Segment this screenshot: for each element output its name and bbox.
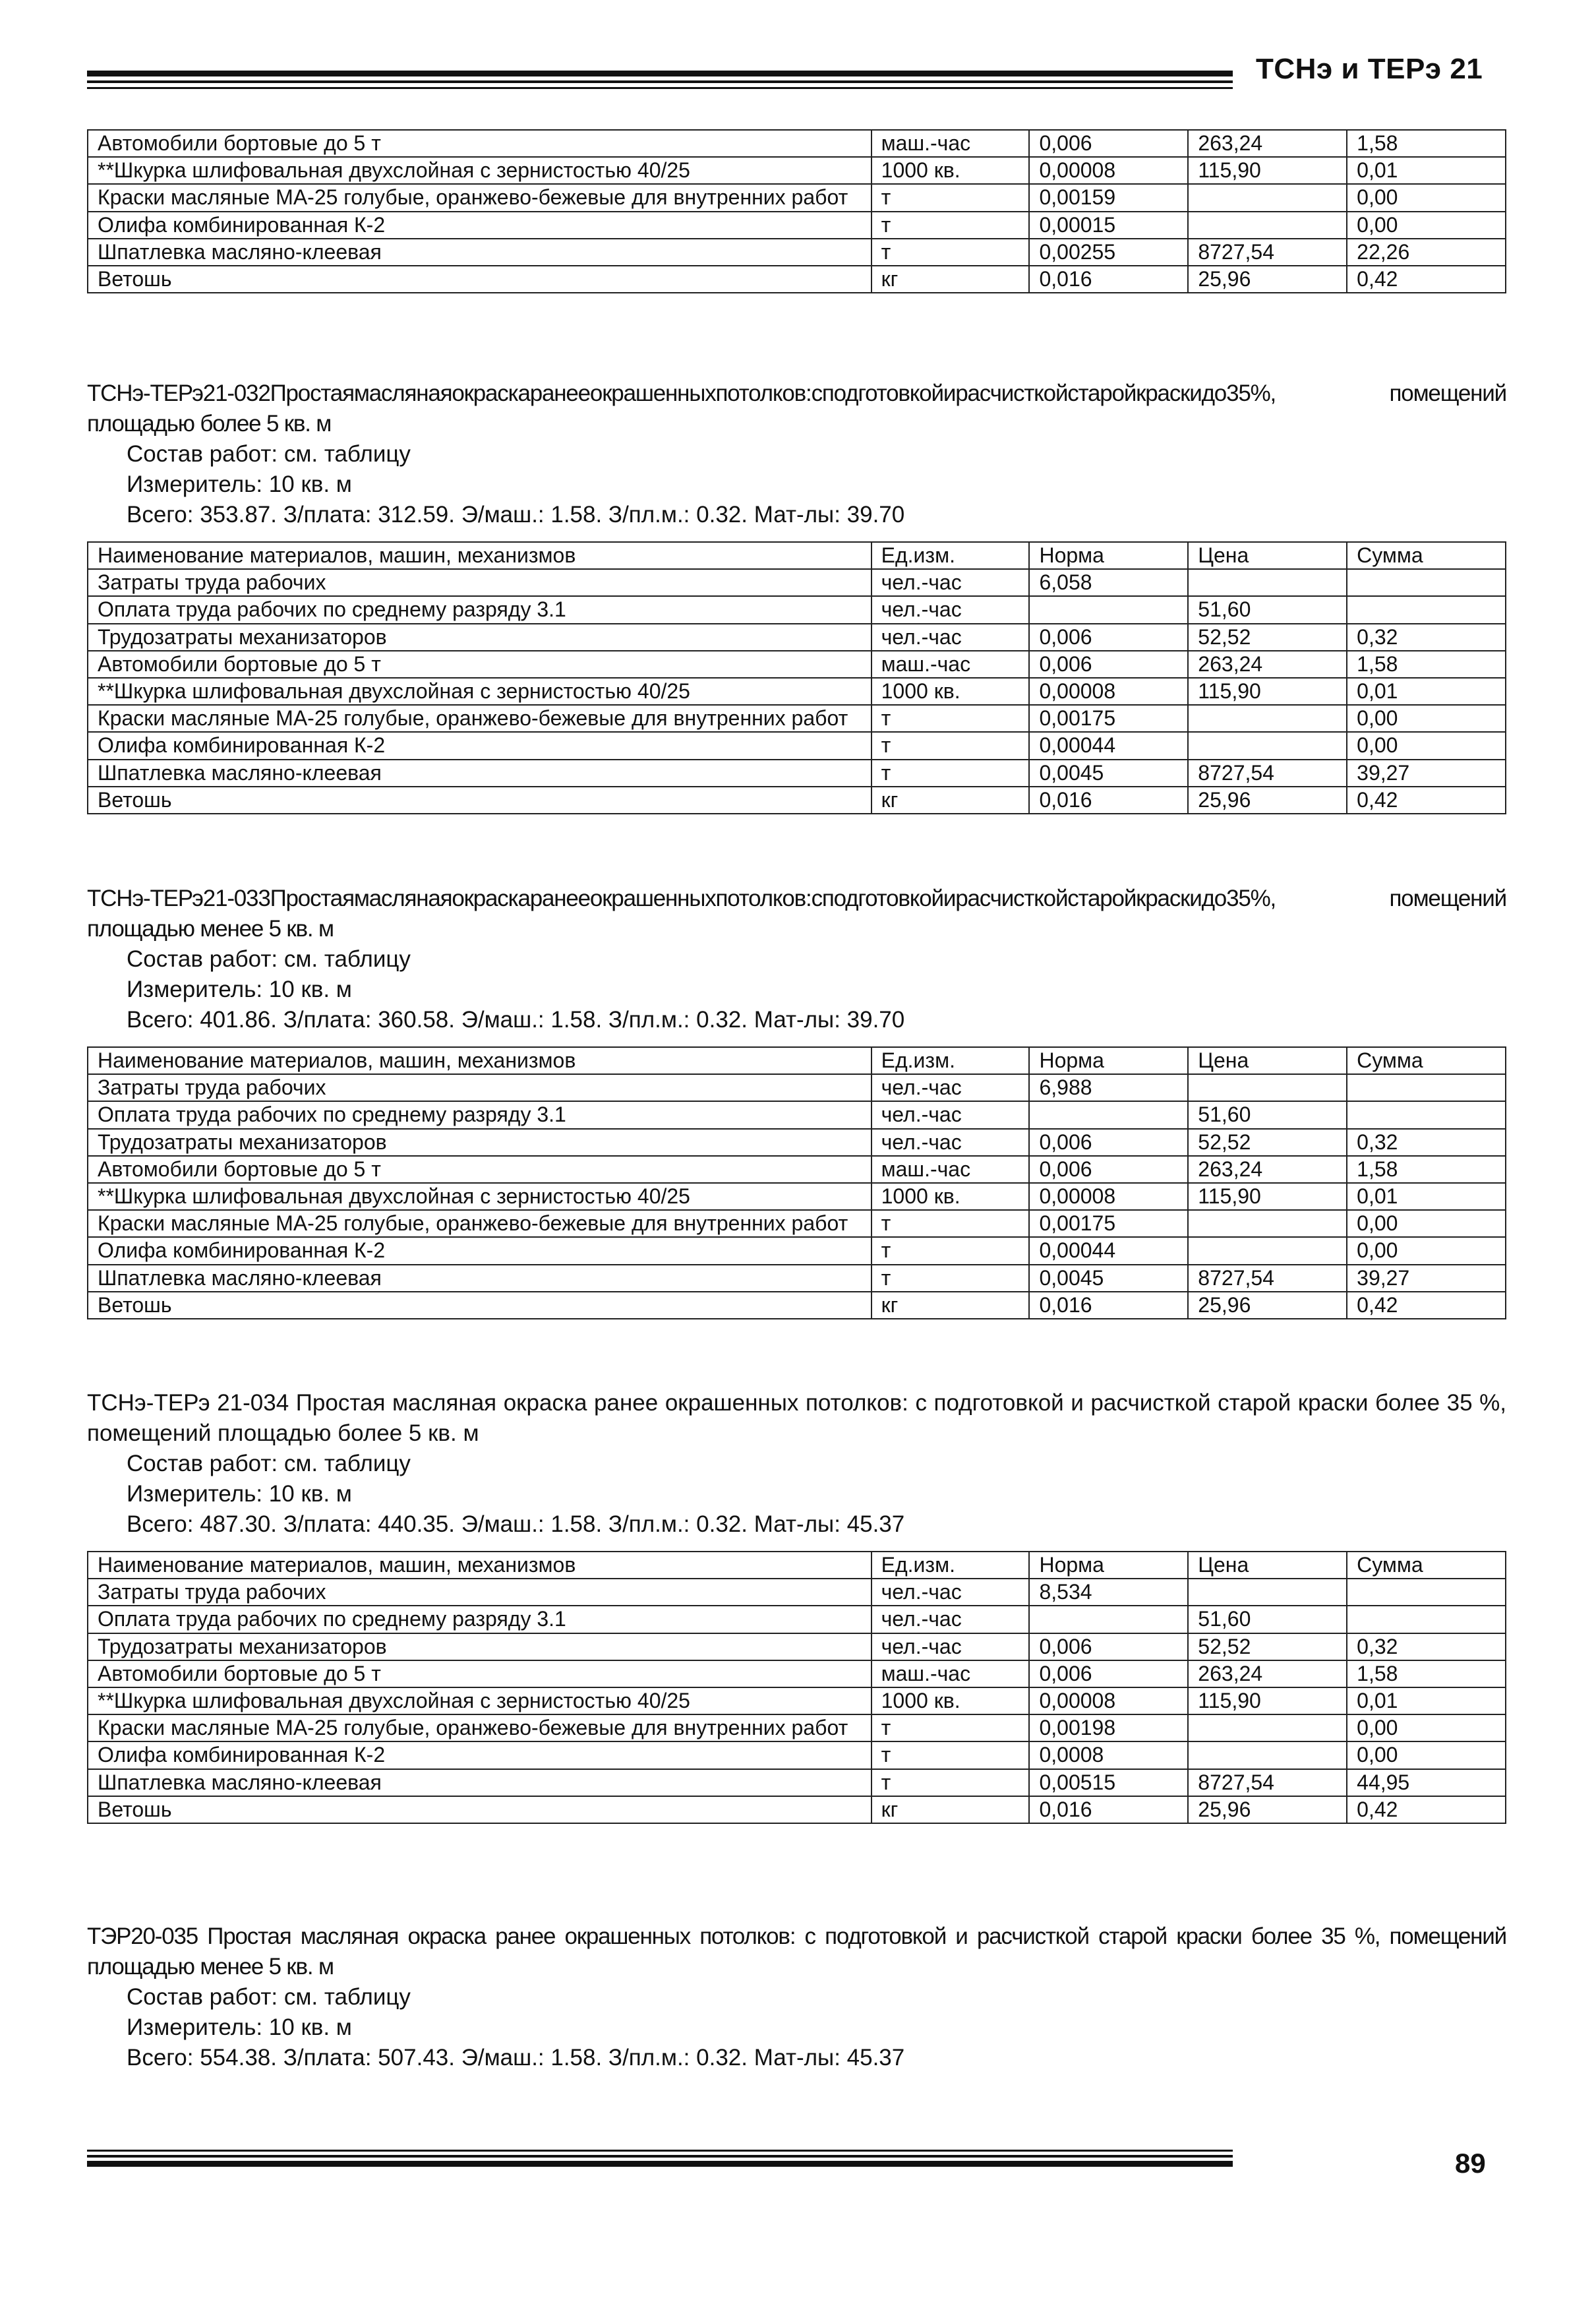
norm-value (1029, 1606, 1188, 1633)
sum-value: 0,00 (1347, 705, 1506, 732)
norm-value: 0,00198 (1029, 1714, 1188, 1741)
price-value: 8727,54 (1188, 1265, 1347, 1292)
table-row (88, 1660, 1506, 1687)
section-totals: Всего: 487.30. З/плата: 440.35. Э/маш.: 1.58. З/пл.м.: 0.32. Мат-лы: 45.37 (127, 1511, 905, 1537)
column-header: Ед.изм. (872, 1552, 1030, 1579)
norm-value: 0,006 (1029, 1129, 1188, 1156)
resource-name: Оплата труда рабочих по среднему разряду 3.1 (88, 1606, 872, 1633)
norm-value: 6,058 (1029, 569, 1188, 596)
norm-value: 0,006 (1029, 1660, 1188, 1687)
resource-name: Оплата труда рабочих по среднему разряду 3.1 (88, 1101, 872, 1128)
table-row (88, 1129, 1506, 1156)
continuation-table (87, 129, 1506, 293)
section-totals: Всего: 401.86. З/плата: 360.58. Э/маш.: 1.58. З/пл.м.: 0.32. Мат-лы: 39.70 (127, 1007, 905, 1033)
work-composition: Состав работ: см. таблицу (127, 1451, 411, 1476)
unit: маш.-час (872, 1156, 1030, 1183)
resource-name: **Шкурка шлифовальная двухслойная с зернистостью 40/25 (88, 678, 872, 705)
column-header: Наименование материалов, машин, механизмов (88, 542, 872, 569)
resource-name: Шпатлевка масляно-клеевая (88, 1769, 872, 1796)
table-row (88, 787, 1506, 814)
norm-value: 0,006 (1029, 651, 1188, 678)
table-row (88, 1606, 1506, 1633)
measurement-unit: Измеритель: 10 кв. м (127, 1481, 352, 1507)
norm-value: 0,016 (1029, 1796, 1188, 1823)
resource-name: Ветошь (88, 266, 872, 293)
unit: 1000 кв. (872, 1687, 1030, 1714)
unit: т (872, 184, 1030, 211)
table-row (88, 1156, 1506, 1183)
price-value: 52,52 (1188, 1129, 1347, 1156)
norm-value (1029, 596, 1188, 623)
column-header: Норма (1029, 1047, 1188, 1074)
resource-name: Затраты труда рабочих (88, 1579, 872, 1606)
price-value: 51,60 (1188, 596, 1347, 623)
resource-name: Автомобили бортовые до 5 т (88, 651, 872, 678)
unit: т (872, 1769, 1030, 1796)
page-number: 89 (1455, 2148, 1486, 2179)
column-header: Наименование материалов, машин, механизмов (88, 1047, 872, 1074)
norm-value: 0,0045 (1029, 1265, 1188, 1292)
resource-name: Ветошь (88, 1796, 872, 1823)
table-row (88, 1183, 1506, 1210)
norm-value: 0,006 (1029, 624, 1188, 651)
price-value (1188, 1579, 1347, 1606)
column-header: Ед.изм. (872, 542, 1030, 569)
unit: т (872, 239, 1030, 266)
table-row (88, 1687, 1506, 1714)
price-value: 25,96 (1188, 1292, 1347, 1319)
unit: кг (872, 266, 1030, 293)
table-row (88, 596, 1506, 623)
resource-name: Трудозатраты механизаторов (88, 1633, 872, 1660)
norm-value: 0,00015 (1029, 212, 1188, 239)
sum-value: 0,42 (1347, 266, 1506, 293)
sum-value: 44,95 (1347, 1769, 1506, 1796)
sum-value: 0,42 (1347, 1292, 1506, 1319)
table-row (88, 1101, 1506, 1128)
price-value (1188, 1741, 1347, 1769)
price-value: 25,96 (1188, 787, 1347, 814)
resource-name: Краски масляные МА-25 голубые, оранжево-бежевые для внутренних работ (88, 1714, 872, 1741)
sum-value: 1,58 (1347, 130, 1506, 157)
norm-value (1029, 1101, 1188, 1128)
unit: 1000 кв. (872, 157, 1030, 184)
price-value (1188, 732, 1347, 759)
norm-value: 0,00044 (1029, 1237, 1188, 1264)
sum-value: 1,58 (1347, 1156, 1506, 1183)
norm-value: 0,006 (1029, 1633, 1188, 1660)
price-value: 51,60 (1188, 1101, 1347, 1128)
column-header: Цена (1188, 1552, 1347, 1579)
unit: чел.-час (872, 1129, 1030, 1156)
price-value: 52,52 (1188, 624, 1347, 651)
column-header: Норма (1029, 1552, 1188, 1579)
price-value: 52,52 (1188, 1633, 1347, 1660)
price-value: 115,90 (1188, 1183, 1347, 1210)
column-header: Ед.изм. (872, 1047, 1030, 1074)
price-value: 25,96 (1188, 266, 1347, 293)
footer-rule-thin (87, 2155, 1233, 2158)
unit: т (872, 1741, 1030, 1769)
sum-value: 0,32 (1347, 1633, 1506, 1660)
price-value: 115,90 (1188, 678, 1347, 705)
sum-value: 0,00 (1347, 184, 1506, 211)
resource-name: Краски масляные МА-25 голубые, оранжево-бежевые для внутренних работ (88, 705, 872, 732)
table-row (88, 1579, 1506, 1606)
resource-name: **Шкурка шлифовальная двухслойная с зернистостью 40/25 (88, 1687, 872, 1714)
sum-value (1347, 1579, 1506, 1606)
price-value: 25,96 (1188, 1796, 1347, 1823)
sum-value: 0,42 (1347, 1796, 1506, 1823)
column-header: Сумма (1347, 1552, 1506, 1579)
norm-value: 0,00159 (1029, 184, 1188, 211)
norm-value: 0,00515 (1029, 1769, 1188, 1796)
section-035 (87, 1921, 1506, 2073)
sum-value: 0,01 (1347, 157, 1506, 184)
resource-name: Трудозатраты механизаторов (88, 1129, 872, 1156)
resources-table-034 (87, 1551, 1506, 1824)
sum-value: 0,32 (1347, 624, 1506, 651)
sum-value: 0,00 (1347, 732, 1506, 759)
table-row (88, 1741, 1506, 1769)
column-header: Сумма (1347, 1047, 1506, 1074)
header-rule-thin (87, 80, 1233, 83)
price-value: 263,24 (1188, 1660, 1347, 1687)
unit: чел.-час (872, 569, 1030, 596)
section-title: ТЭР20-035 Простая масляная окраска ранее окрашенных потолков: с подготовкой и расчисткой старой краски более 35 %, помещений площадью менее 5 кв. м (87, 1923, 1506, 1980)
sum-value (1347, 1606, 1506, 1633)
resource-name: Олифа комбинированная К-2 (88, 1741, 872, 1769)
table-row (88, 1633, 1506, 1660)
resource-name: **Шкурка шлифовальная двухслойная с зернистостью 40/25 (88, 157, 872, 184)
sum-value: 0,01 (1347, 678, 1506, 705)
table-row (88, 1074, 1506, 1101)
section-totals: Всего: 554.38. З/плата: 507.43. Э/маш.: 1.58. З/пл.м.: 0.32. Мат-лы: 45.37 (127, 2045, 905, 2071)
norm-value: 0,00044 (1029, 732, 1188, 759)
sum-value: 22,26 (1347, 239, 1506, 266)
sum-value (1347, 1074, 1506, 1101)
sum-value: 39,27 (1347, 760, 1506, 787)
section-title: ТСНэ-ТЕРэ21-032Простаямаслянаяокраскаранееокрашенныхпотолков:сподготовкойирасчисткойстаройкраскидо35%, помещений площадью более 5 кв. м (87, 380, 1506, 437)
table-row (88, 1265, 1506, 1292)
table-header-row (88, 1047, 1506, 1074)
unit: т (872, 1714, 1030, 1741)
column-header: Наименование материалов, машин, механизмов (88, 1552, 872, 1579)
price-value (1188, 569, 1347, 596)
unit: кг (872, 787, 1030, 814)
unit: чел.-час (872, 624, 1030, 651)
price-value: 8727,54 (1188, 1769, 1347, 1796)
sum-value (1347, 569, 1506, 596)
unit: чел.-час (872, 1101, 1030, 1128)
table-row (88, 1292, 1506, 1319)
sum-value: 1,58 (1347, 651, 1506, 678)
table-row (88, 130, 1506, 157)
unit: маш.-час (872, 1660, 1030, 1687)
norm-value: 0,00008 (1029, 1687, 1188, 1714)
norm-value: 0,016 (1029, 266, 1188, 293)
resources-table-033 (87, 1046, 1506, 1319)
measurement-unit: Измеритель: 10 кв. м (127, 2014, 352, 2040)
price-value (1188, 212, 1347, 239)
norm-value: 0,00008 (1029, 157, 1188, 184)
unit: чел.-час (872, 1606, 1030, 1633)
price-value: 263,24 (1188, 1156, 1347, 1183)
section-034 (87, 1388, 1506, 1540)
table-row (88, 1237, 1506, 1264)
sum-value: 1,58 (1347, 1660, 1506, 1687)
table-row (88, 651, 1506, 678)
section-032 (87, 378, 1506, 530)
resource-name: Краски масляные МА-25 голубые, оранжево-бежевые для внутренних работ (88, 1210, 872, 1237)
table-row (88, 760, 1506, 787)
sum-value: 0,00 (1347, 1237, 1506, 1264)
price-value: 51,60 (1188, 1606, 1347, 1633)
unit: т (872, 1237, 1030, 1264)
resource-name: Олифа комбинированная К-2 (88, 1237, 872, 1264)
unit: 1000 кв. (872, 678, 1030, 705)
table-row (88, 184, 1506, 211)
unit: чел.-час (872, 596, 1030, 623)
sum-value: 0,01 (1347, 1183, 1506, 1210)
footer-rule-thick (87, 2161, 1233, 2167)
price-value (1188, 1237, 1347, 1264)
resource-name: Олифа комбинированная К-2 (88, 732, 872, 759)
table-row (88, 624, 1506, 651)
unit: чел.-час (872, 1633, 1030, 1660)
unit: т (872, 1210, 1030, 1237)
table-row (88, 239, 1506, 266)
price-value: 263,24 (1188, 130, 1347, 157)
sum-value: 0,00 (1347, 1714, 1506, 1741)
resource-name: Автомобили бортовые до 5 т (88, 1156, 872, 1183)
resources-table-032 (87, 541, 1506, 814)
resource-name: Краски масляные МА-25 голубые, оранжево-бежевые для внутренних работ (88, 184, 872, 211)
sum-value: 0,00 (1347, 212, 1506, 239)
resource-name: Олифа комбинированная К-2 (88, 212, 872, 239)
resource-name: **Шкурка шлифовальная двухслойная с зернистостью 40/25 (88, 1183, 872, 1210)
unit: т (872, 732, 1030, 759)
running-header-title: ТСНэ и ТЕРэ 21 (1256, 53, 1483, 85)
sum-value: 0,01 (1347, 1687, 1506, 1714)
norm-value: 0,016 (1029, 1292, 1188, 1319)
table-header-row (88, 1552, 1506, 1579)
table-row (88, 1769, 1506, 1796)
resource-name: Шпатлевка масляно-клеевая (88, 239, 872, 266)
norm-value: 0,006 (1029, 130, 1188, 157)
sum-value: 0,42 (1347, 787, 1506, 814)
norm-value: 0,00255 (1029, 239, 1188, 266)
price-value (1188, 1210, 1347, 1237)
price-value (1188, 705, 1347, 732)
resource-name: Ветошь (88, 1292, 872, 1319)
column-header: Сумма (1347, 542, 1506, 569)
sum-value: 0,00 (1347, 1741, 1506, 1769)
price-value (1188, 1714, 1347, 1741)
unit: т (872, 212, 1030, 239)
unit: т (872, 760, 1030, 787)
table-row (88, 1714, 1506, 1741)
norm-value: 0,0045 (1029, 760, 1188, 787)
header-rule-thin (87, 87, 1233, 89)
price-value: 263,24 (1188, 651, 1347, 678)
column-header: Цена (1188, 1047, 1347, 1074)
price-value: 8727,54 (1188, 239, 1347, 266)
resource-name: Ветошь (88, 787, 872, 814)
sum-value (1347, 1101, 1506, 1128)
section-title: ТСНэ-ТЕРэ21-033Простаямаслянаяокраскаранееокрашенныхпотолков:сподготовкойирасчисткойстаройкраскидо35%, помещений площадью менее 5 кв. м (87, 886, 1506, 942)
price-value: 8727,54 (1188, 760, 1347, 787)
resource-name: Автомобили бортовые до 5 т (88, 1660, 872, 1687)
norm-value: 6,988 (1029, 1074, 1188, 1101)
unit: т (872, 705, 1030, 732)
price-value (1188, 1074, 1347, 1101)
norm-value: 0,00175 (1029, 705, 1188, 732)
resource-name: Оплата труда рабочих по среднему разряду 3.1 (88, 596, 872, 623)
section-033 (87, 884, 1506, 1035)
section-totals: Всего: 353.87. З/плата: 312.59. Э/маш.: 1.58. З/пл.м.: 0.32. Мат-лы: 39.70 (127, 502, 905, 528)
work-composition: Состав работ: см. таблицу (127, 441, 411, 467)
resource-name: Шпатлевка масляно-клеевая (88, 1265, 872, 1292)
unit: чел.-час (872, 1074, 1030, 1101)
table-row (88, 157, 1506, 184)
footer-rule-thin (87, 2150, 1233, 2152)
resource-name: Шпатлевка масляно-клеевая (88, 760, 872, 787)
table-row (88, 705, 1506, 732)
unit: 1000 кв. (872, 1183, 1030, 1210)
work-composition: Состав работ: см. таблицу (127, 946, 411, 972)
norm-value: 8,534 (1029, 1579, 1188, 1606)
price-value: 115,90 (1188, 157, 1347, 184)
price-value (1188, 184, 1347, 211)
resource-name: Затраты труда рабочих (88, 569, 872, 596)
table-row (88, 569, 1506, 596)
column-header: Норма (1029, 542, 1188, 569)
unit: чел.-час (872, 1579, 1030, 1606)
table-row (88, 212, 1506, 239)
sum-value (1347, 596, 1506, 623)
table-row (88, 1210, 1506, 1237)
sum-value: 39,27 (1347, 1265, 1506, 1292)
unit: маш.-час (872, 651, 1030, 678)
measurement-unit: Измеритель: 10 кв. м (127, 977, 352, 1002)
table-row (88, 1796, 1506, 1823)
resource-name: Затраты труда рабочих (88, 1074, 872, 1101)
work-composition: Состав работ: см. таблицу (127, 1984, 411, 2010)
price-value: 115,90 (1188, 1687, 1347, 1714)
unit: кг (872, 1796, 1030, 1823)
norm-value: 0,016 (1029, 787, 1188, 814)
norm-value: 0,006 (1029, 1156, 1188, 1183)
table-header-row (88, 542, 1506, 569)
norm-value: 0,0008 (1029, 1741, 1188, 1769)
table-row (88, 678, 1506, 705)
table-row (88, 732, 1506, 759)
sum-value: 0,00 (1347, 1210, 1506, 1237)
unit: кг (872, 1292, 1030, 1319)
norm-value: 0,00008 (1029, 678, 1188, 705)
resource-name: Трудозатраты механизаторов (88, 624, 872, 651)
norm-value: 0,00175 (1029, 1210, 1188, 1237)
sum-value: 0,32 (1347, 1129, 1506, 1156)
header-rule-thick (87, 71, 1233, 76)
resource-name: Автомобили бортовые до 5 т (88, 130, 872, 157)
table-row (88, 266, 1506, 293)
section-title: ТСНэ-ТЕРэ 21-034 Простая масляная окраска ранее окрашенных потолков: с подготовкой и расчисткой старой краски более 35 %, помещений площадью более 5 кв. м (87, 1390, 1506, 1446)
norm-value: 0,00008 (1029, 1183, 1188, 1210)
column-header: Цена (1188, 542, 1347, 569)
unit: т (872, 1265, 1030, 1292)
measurement-unit: Измеритель: 10 кв. м (127, 471, 352, 497)
unit: маш.-час (872, 130, 1030, 157)
